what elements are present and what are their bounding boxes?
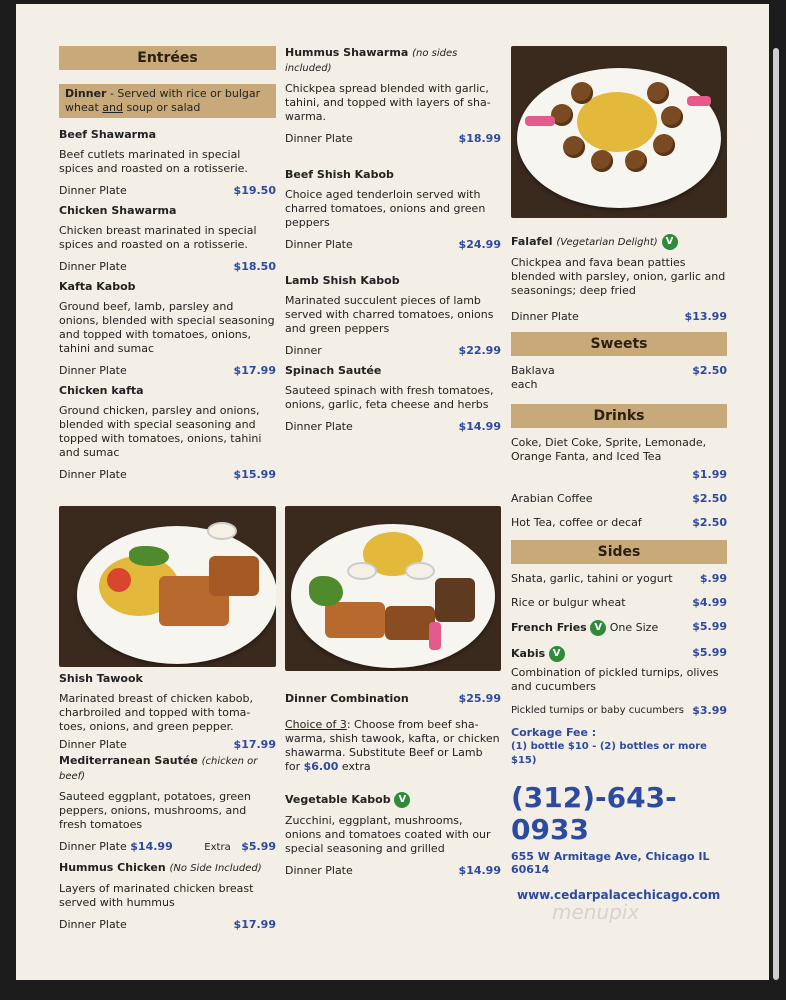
menu-item: Rice or bulgur wheat $4.99 — [511, 596, 727, 609]
watermark: menupix — [552, 900, 640, 924]
menu-item: Baklava $2.50 each — [511, 364, 727, 391]
price: $5.99 — [692, 620, 727, 633]
menu-item: Coke, Diet Coke, Sprite, Lemonade, Orange Fanta, and Iced Tea $1.99 — [511, 436, 727, 481]
website-link[interactable]: www.cedarpalacechicago.com — [517, 888, 721, 902]
price: $3.99 — [692, 704, 727, 717]
price: $25.99 — [458, 692, 501, 705]
falafel-photo — [511, 46, 727, 218]
dinner-combination-photo — [285, 506, 501, 671]
price: $24.99 — [458, 238, 501, 251]
shish-tawook-photo — [59, 506, 276, 667]
sweets-header: Sweets — [511, 332, 727, 356]
corkage-fee: Corkage Fee : (1) bottle $10 - (2) bottles or more $15) — [511, 726, 707, 766]
menu-item: Beef Shawarma Beef cutlets marinated in special spices and roasted on a rotisserie. Dinner Plate $19.50 — [59, 128, 276, 197]
price: $4.99 — [692, 596, 727, 609]
price: $2.50 — [692, 364, 727, 377]
menu-item: Spinach Sautée Sauteed spinach with fresh tomatoes, onions, garlic, feta cheese and herbs Dinner Plate $14.99 — [285, 364, 501, 433]
phone-number: (312)-643-0933 — [511, 781, 677, 846]
entrees-header: Entrées — [59, 46, 276, 70]
menu-item: Shata, garlic, tahini or yogurt $.99 — [511, 572, 727, 585]
price: $15.99 — [233, 468, 276, 481]
price: $17.99 — [233, 738, 276, 751]
menu-item: Lamb Shish Kabob Marinated succulent pieces of lamb served with charred tomatoes, onions and green peppers Dinner $22.99 — [285, 274, 501, 357]
menu-item: Chicken Shawarma Chicken breast marinated in special spices and roasted on a rotisserie. Dinner Plate $18.50 — [59, 204, 276, 273]
menu-item: Chicken kafta Ground chicken, parsley and onions, blended with special seasoning and topped with tomatoes, onions, tahini and sumac Dinner Plate $15.99 — [59, 384, 276, 481]
menu-item: Hot Tea, coffee or decaf $2.50 — [511, 516, 727, 529]
price: $17.99 — [233, 918, 276, 931]
price: $2.50 — [692, 516, 727, 529]
price: $18.99 — [458, 132, 501, 145]
price: $2.50 — [692, 492, 727, 505]
menu-item: Mediterranean Sautée (chicken or beef) Sauteed eggplant, potatoes, green peppers, onions, mushrooms, and fresh tomatoes Dinner Plate $14.99 Extra $5.99 — [59, 754, 276, 853]
price: $18.50 — [233, 260, 276, 273]
vegetarian-icon: V — [662, 234, 678, 250]
menu-item: Pickled turnips or baby cucumbers $3.99 — [511, 704, 727, 717]
entrees-column-lower — [59, 666, 276, 936]
drinks-header: Drinks — [511, 404, 727, 428]
sides-header: Sides — [511, 540, 727, 564]
menu-item: Falafel (Vegetarian Delight) V Chickpea and fava bean patties blended with parsley, onion, garlic and seasonings; deep fried Dinner Plate $13.99 — [511, 235, 727, 323]
menu-item: Beef Shish Kabob Choice aged tenderloin served with charred tomatoes, onions and green peppers Dinner Plate $24.99 — [285, 168, 501, 251]
menu-item: Arabian Coffee $2.50 — [511, 492, 727, 505]
entrees-column — [59, 46, 276, 486]
column-two-lower — [285, 692, 501, 882]
menu-item: Vegetable Kabob V Zucchini, eggplant, mushrooms, onions and tomatoes coated with our special seasoning and grilled Dinner Plate $14.99 — [285, 793, 501, 877]
menu-item: Shish Tawook Marinated breast of chicken kabob, charbroiled and topped with toma-toes, onions, and green pepper. Dinner Plate $17.99 — [59, 672, 276, 751]
menu-item: Kabis V $5.99 Combination of pickled turnips, olives and cucumbers — [511, 646, 727, 693]
price: $.99 — [699, 572, 727, 585]
menu-item: Hummus Chicken (No Side Included) Layers of marinated chicken breast served with hummus Dinner Plate $17.99 — [59, 861, 276, 931]
price: $19.50 — [233, 184, 276, 197]
scrollbar[interactable] — [773, 48, 779, 980]
dinner-note: Dinner - Served with rice or bulgar wheat and soup or salad — [59, 84, 276, 118]
column-three — [511, 234, 727, 902]
vegetarian-icon: V — [549, 646, 565, 662]
menu-item: Kafta Kabob Ground beef, lamb, parsley and onions, blended with special seasoning and topped with tomatoes, onions, tahini and sumac Dinner Plate $17.99 — [59, 280, 276, 377]
price: $13.99 — [684, 310, 727, 323]
column-two — [285, 46, 501, 438]
price: $14.99 — [458, 420, 501, 433]
address: 655 W Armitage Ave, Chicago IL 60614 — [511, 850, 710, 876]
price: $5.99 — [692, 646, 727, 659]
vegetarian-icon: V — [590, 620, 606, 636]
menu-item: Hummus Shawarma (no sides included) Chickpea spread blended with garlic, tahini, and topped with layers of sha-warma. Dinner Plate $18.99 — [285, 46, 501, 145]
price: $1.99 — [692, 468, 727, 481]
price: $17.99 — [233, 364, 276, 377]
dinner-combination: Dinner Combination $25.99 Choice of 3: Choose from beef sha-warma, shish tawook, kafta, or chicken shawarma. Substitute Beef or Lamb for $6.00 extra — [285, 692, 501, 773]
price: $14.99 — [458, 864, 501, 877]
vegetarian-icon: V — [394, 792, 410, 808]
menu-item: French Fries V One Size $5.99 — [511, 620, 727, 634]
price: $22.99 — [458, 344, 501, 357]
